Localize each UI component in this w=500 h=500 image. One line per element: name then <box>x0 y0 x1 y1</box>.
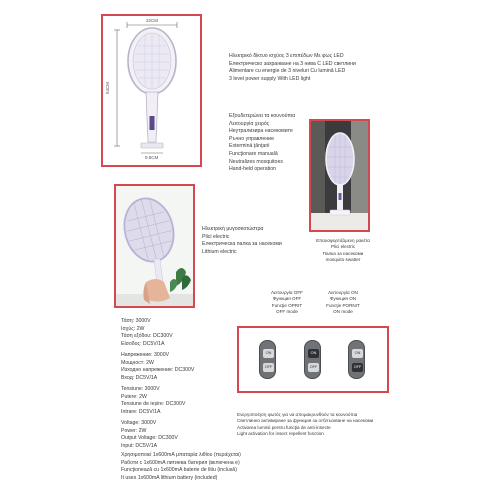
light-activation-text: Ενεργοποίηση φωτός για να απομακρυνθούν τα κουνούπια Светлинно активиране за функция за отблъскване на насекоми Activarea luminii pentru funcţia de anti-insecte Light activation for insect repellent function <box>237 412 374 437</box>
switch-lamp-mode <box>259 340 276 379</box>
racket-on-stand-photo <box>311 121 368 230</box>
switch-off-label: OFF <box>263 363 274 372</box>
features-neutralize: Εξουδετερώνει τα κουνούπια Λειτουργία χειρός Неутрализира насекомите Ръчно управление Exterminǎ ţânţarii Funcţionare manuală Neutralizes mosquitoes Hand-held operation <box>229 113 296 173</box>
hand-holding-racket-photo <box>116 186 193 306</box>
lamp-mode-photo-frame <box>309 119 370 232</box>
switch-on-label: ON <box>263 349 274 358</box>
on-mode-label: Λειτουργία ON Функция ON Funcţie PORNIT ON mode <box>326 290 360 315</box>
switch-off-mode <box>304 340 321 379</box>
specs-greek: Τάση: 3000V Ισχύς: 2W Τάση εξόδου: DC300V Είσοδος: DC5V/1A <box>121 318 173 347</box>
features-electric-racket: Ηλεκτρική μυγοσκοτώστρα Plici electric Електрическа палка за насекоми Lithium electric <box>202 226 282 255</box>
specs-bulgarian: Напрежение: 3000V Мощност: 2W Изходно напрежение: DC300V Вход: DC5V/1A <box>121 352 195 381</box>
base-dimension-label: 9.5CM <box>145 155 159 160</box>
specs-romanian: Tensiune: 3000V Putere: 2W Tensiune de ieșire: DC300V Intrare: DC5V/1A <box>121 386 186 415</box>
features-power-supply: Ηλεκτρικό δίκτυο ισχύος 3 επιπέδων Με φως LED Електрическо захранване на 3 нива С LED светлини Alimentare cu energie de 3 niveluri Cu lumină LED 3 level power supply With LED light <box>229 53 356 82</box>
hand-racket-photo-frame <box>114 184 195 308</box>
switch-positions-frame <box>237 326 389 393</box>
switch-off-label: OFF <box>308 363 319 372</box>
width-dimension-label: 22CM <box>146 18 159 23</box>
features-rechargeable: Επαναφορτιζόμενη ρακέτα Plici electric Палка за насекоми mosquito swatter <box>316 238 370 263</box>
switch-on-label: ON <box>308 349 319 358</box>
switch-off-label: OFF <box>352 363 363 372</box>
battery-info: Χρησιμοποιεί 1x600mA μπαταρία λιθίου (περιέχεται) Работи с 1x600mA литиева батерия (включена е) Funcţionează cu 1x600mA baterie de litiu (inclusă) It uses 1x600mA lithium battery (included) <box>121 452 241 481</box>
height-dimension-label: 54CM <box>105 81 110 94</box>
switch-on-mode <box>348 340 365 379</box>
off-mode-label: Λειτουργία OFF Функция OFF Funcţie OPRIT OFF mode <box>270 290 303 315</box>
dimension-diagram-frame <box>101 14 202 167</box>
specs-english: Voltage: 3000V Power: 2W Output Voltage: DC300V Input: DC5V/1A <box>121 420 178 449</box>
racket-dimension-illustration <box>103 16 200 165</box>
switch-on-label: ON <box>352 349 363 358</box>
